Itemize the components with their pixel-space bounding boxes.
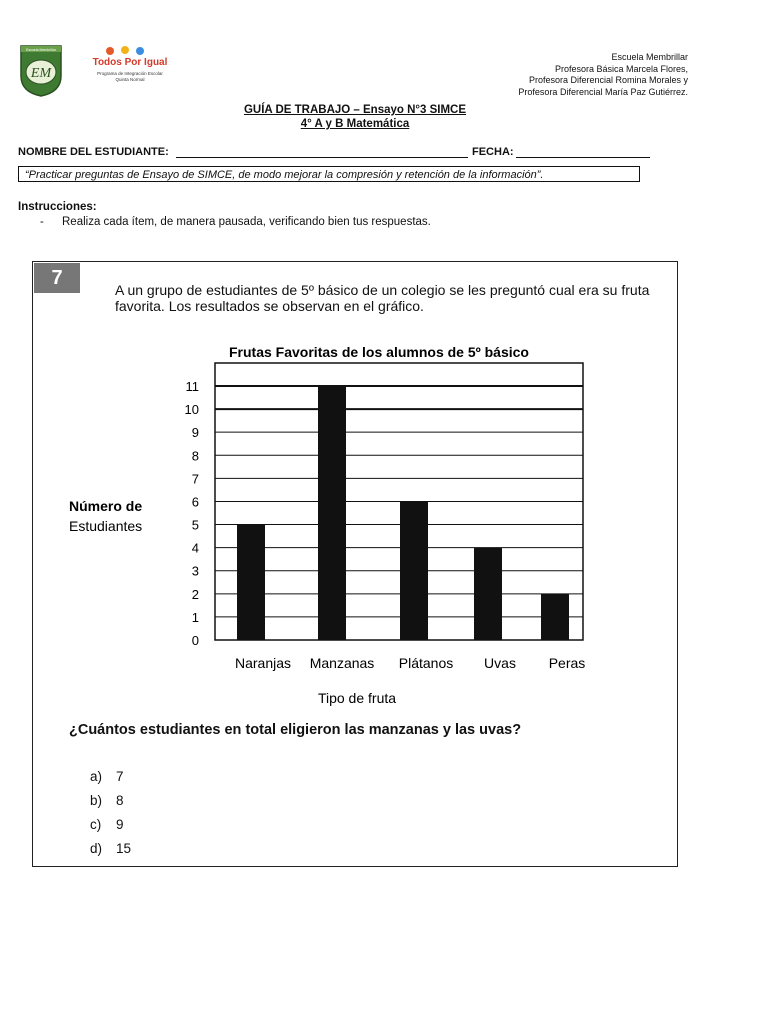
chart-grid [215, 363, 583, 640]
y-tick-label: 11 [185, 379, 199, 394]
logo-caption: Escuela Membrillar [26, 48, 56, 52]
y-tick-label: 5 [191, 517, 199, 533]
option-d[interactable] [90, 841, 131, 856]
y-tick-label: 4 [191, 540, 199, 556]
x-tick-label: Uvas [484, 655, 516, 671]
y-axis-label-2: Estudiantes [69, 518, 143, 534]
bar [474, 548, 502, 640]
x-tick-label: Peras [548, 655, 586, 671]
logo-monogram: EM [30, 66, 52, 81]
chart-title: Frutas Favoritas de los alumnos de 5º básico [229, 344, 529, 360]
date-label: FECHA: [472, 146, 514, 158]
title-line-2: 4° A y B Matemática [300, 118, 410, 130]
option-value: 8 [116, 793, 124, 808]
y-tick-label: 10 [184, 402, 199, 418]
teacher-line: Profesora Básica Marcela Flores, [554, 63, 688, 74]
bar [237, 525, 265, 640]
option-label: a) [90, 769, 103, 784]
y-tick-label: 6 [191, 494, 199, 510]
option-c[interactable] [90, 817, 124, 832]
option-value: 7 [116, 769, 124, 784]
option-label: c) [90, 817, 102, 832]
x-axis-label: Tipo de fruta [317, 690, 397, 706]
teacher-line: Profesora Diferencial Romina Morales y [528, 75, 688, 85]
x-tick-label: Plátanos [398, 655, 454, 671]
y-tick-label: 8 [191, 448, 199, 464]
x-tick-labels [235, 655, 585, 671]
title-line-1: GUÍA DE TRABAJO – Ensayo N°3 SIMCE [243, 104, 467, 116]
option-label: b) [90, 793, 103, 808]
option-label: d) [90, 841, 103, 856]
y-tick-label: 9 [191, 425, 199, 441]
option-value: 15 [116, 841, 132, 856]
y-tick-label: 2 [191, 586, 199, 602]
list-dash: - [40, 216, 44, 228]
bar [318, 386, 346, 640]
y-tick-label: 3 [191, 563, 199, 579]
option-b[interactable] [90, 793, 124, 808]
student-name-label: NOMBRE DEL ESTUDIANTE: [18, 146, 169, 158]
y-tick-label: 7 [191, 471, 199, 487]
bar [400, 501, 428, 640]
chart-bars [237, 386, 569, 640]
y-tick-label: 0 [191, 633, 199, 648]
x-tick-label: Naranjas [234, 655, 292, 671]
option-a[interactable] [90, 769, 124, 784]
teacher-line: Profesora Diferencial María Paz Gutiérrez. [518, 86, 688, 97]
objective-box: “Practicar preguntas de Ensayo de SIMCE, de modo mejorar la compresión y retención de la información”. [18, 166, 640, 182]
logo2-caption: Programa de Integración Escolar [97, 71, 163, 76]
bar [541, 594, 569, 640]
x-tick-label: Manzanas [309, 655, 375, 671]
option-value: 9 [116, 817, 124, 832]
question-number: 7 [34, 263, 80, 293]
y-tick-labels [185, 379, 199, 648]
y-tick-label: 1 [191, 609, 199, 625]
logo2-title: Todos Por Igual [92, 57, 168, 68]
instruction-text: Realiza cada ítem, de manera pausada, verificando bien tus respuestas. [62, 216, 431, 228]
instructions-title: Instrucciones: [18, 201, 97, 213]
school-line: Escuela Membrillar [611, 52, 688, 62]
question-statement: A un grupo de estudiantes de 5º básico de un colegio se les preguntó cual era su fruta favorita. Los resultados se observan en el gráfico. [115, 282, 650, 314]
y-axis-label: Número de [69, 498, 143, 514]
logo2-caption2: Quinta Normal [115, 77, 145, 82]
question-prompt: ¿Cuántos estudiantes en total eligieron las manzanas y las uvas? [69, 722, 522, 738]
